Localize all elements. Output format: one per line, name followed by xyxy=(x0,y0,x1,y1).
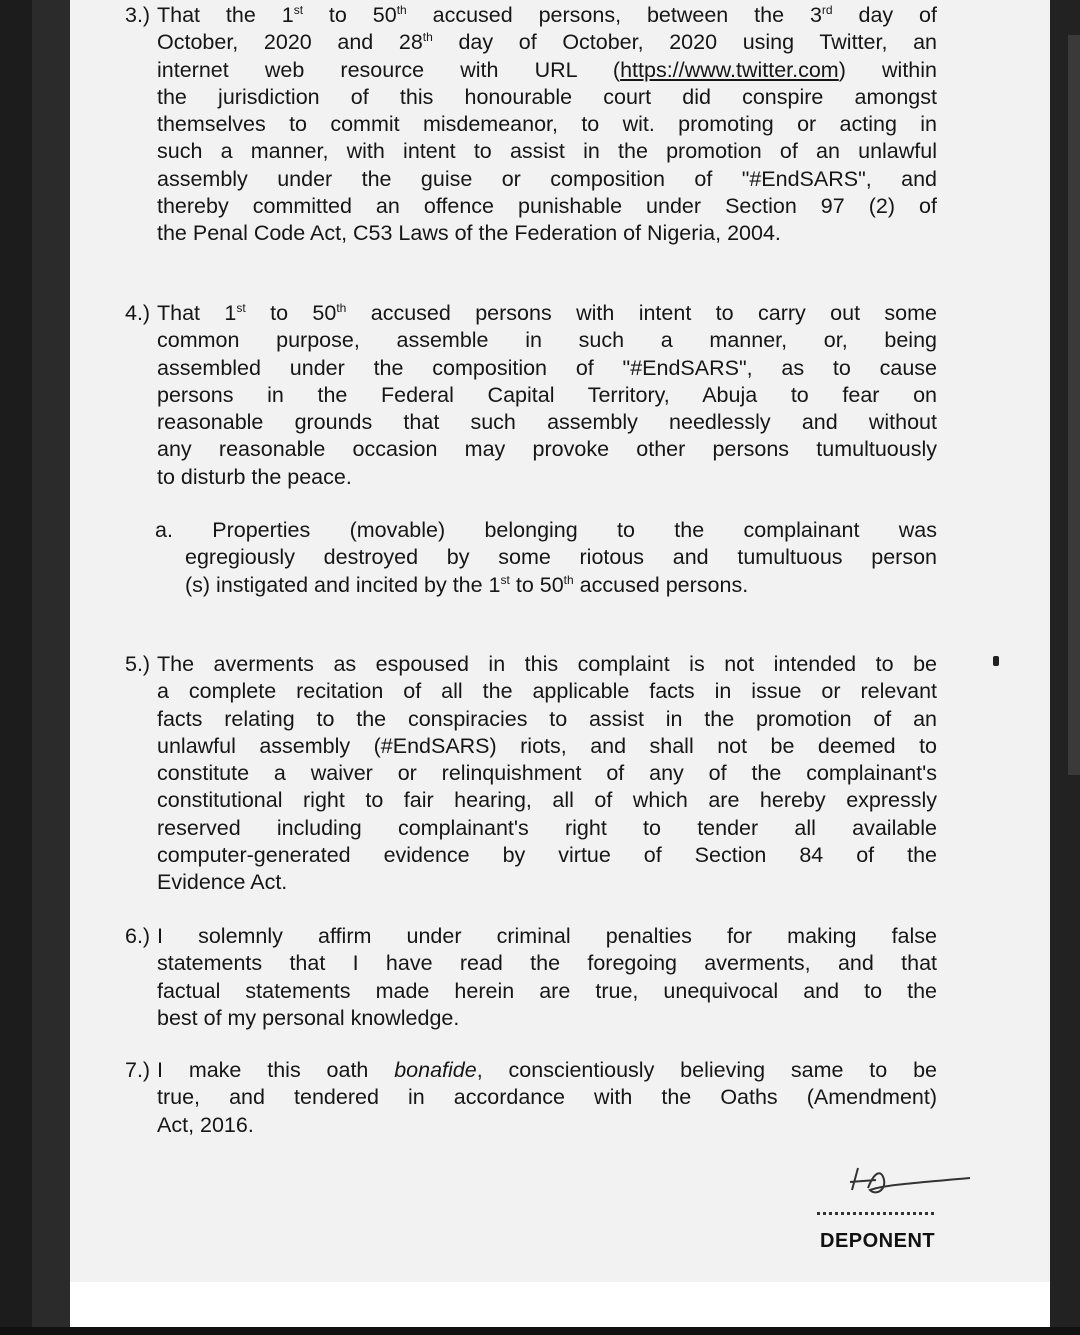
text-line: internet web resource with URL (https://www.twitter.com) within xyxy=(157,57,937,82)
paragraph-number: 7.) xyxy=(125,1058,151,1082)
text-line: themselves to commit misdemeanor, to wit. promoting or acting in xyxy=(157,112,937,137)
paragraph-number: 6.) xyxy=(125,924,151,948)
signature-icon xyxy=(780,1160,980,1210)
text-line: reasonable grounds that such assembly needlessly and without xyxy=(157,410,937,435)
text-line: Act, 2016. xyxy=(157,1112,254,1137)
bottom-bar xyxy=(0,1327,1080,1335)
text-line: (s) instigated and incited by the 1st to 50th accused persons. xyxy=(185,572,749,597)
text-line: I make this oath bonafide, conscientiously believing same to be xyxy=(157,1058,937,1082)
text-line: true, and tendered in accordance with the Oaths (Amendment) xyxy=(157,1085,937,1110)
text-line: best of my personal knowledge. xyxy=(157,1005,460,1030)
paragraph-6 xyxy=(125,923,937,1032)
text-line: egregiously destroyed by some riotous and tumultuous person xyxy=(185,545,937,570)
text-line: a complete recitation of all the applicable facts in issue or relevant xyxy=(157,679,937,704)
scroll-mark xyxy=(1068,35,1080,775)
margin-mark xyxy=(993,656,999,666)
paragraph-number: 3.) xyxy=(125,3,151,27)
text-line: statements that I have read the foregoing averments, and that xyxy=(157,951,937,976)
paragraph-5 xyxy=(125,651,937,897)
paragraph-number: 5.) xyxy=(125,652,151,676)
text-line: The averments as espoused in this complaint is not intended to be xyxy=(157,652,937,676)
paragraph-number: 4.) xyxy=(125,301,151,325)
twitter-url-link[interactable]: https://www.twitter.com xyxy=(620,57,839,82)
signature-line xyxy=(817,1212,934,1215)
text-line: a. Properties (movable) belonging to the complainant was xyxy=(155,518,937,542)
paragraph-7 xyxy=(125,1057,937,1139)
left-frame xyxy=(0,0,32,1335)
text-line: computer-generated evidence by virtue of Section 84 of the xyxy=(157,843,937,868)
text-line: facts relating to the conspiracies to assist in the promotion of an xyxy=(157,706,937,731)
text-line: constitutional right to fair hearing, all of which are hereby expressly xyxy=(157,788,937,813)
text-line: thereby committed an offence punishable under Section 97 (2) of xyxy=(157,194,937,219)
page-bottom-margin xyxy=(70,1282,1050,1327)
paragraph-4 xyxy=(125,300,937,491)
text-line: persons in the Federal Capital Territory, Abuja to fear on xyxy=(157,382,937,407)
text-line: such a manner, with intent to assist in the promotion of an unlawful xyxy=(157,139,937,164)
text-line: the Penal Code Act, C53 Laws of the Federation of Nigeria, 2004. xyxy=(157,221,781,246)
text-line: reserved including complainant's right to tender all available xyxy=(157,815,937,840)
text-line: any reasonable occasion may provoke other persons tumultuously xyxy=(157,437,937,462)
paragraph-4a xyxy=(155,517,937,599)
text-line: October, 2020 and 28th day of October, 2020 using Twitter, an xyxy=(157,30,937,55)
text-line: assembly under the guise or composition of "#EndSARS", and xyxy=(157,166,937,191)
text-line: unlawful assembly (#EndSARS) riots, and shall not be deemed to xyxy=(157,733,937,758)
text-line: to disturb the peace. xyxy=(157,464,352,489)
text-line: I solemnly affirm under criminal penalties for making false xyxy=(157,924,937,948)
text-line: constitute a waiver or relinquishment of any of the complainant's xyxy=(157,761,937,786)
text-line: That the 1st to 50th accused persons, between the 3rd day of xyxy=(157,2,937,27)
text-line: factual statements made herein are true, unequivocal and to the xyxy=(157,978,937,1003)
text-line: the jurisdiction of this honourable court did conspire amongst xyxy=(157,84,937,109)
paragraph-3 xyxy=(125,2,937,248)
text-line: common purpose, assemble in such a manner, or, being xyxy=(157,328,937,353)
text-line: That 1st to 50th accused persons with intent to carry out some xyxy=(157,300,938,325)
deponent-label: DEPONENT xyxy=(820,1230,936,1252)
text-line: assembled under the composition of "#EndSARS", as to cause xyxy=(157,355,937,380)
text-line: Evidence Act. xyxy=(157,870,288,895)
